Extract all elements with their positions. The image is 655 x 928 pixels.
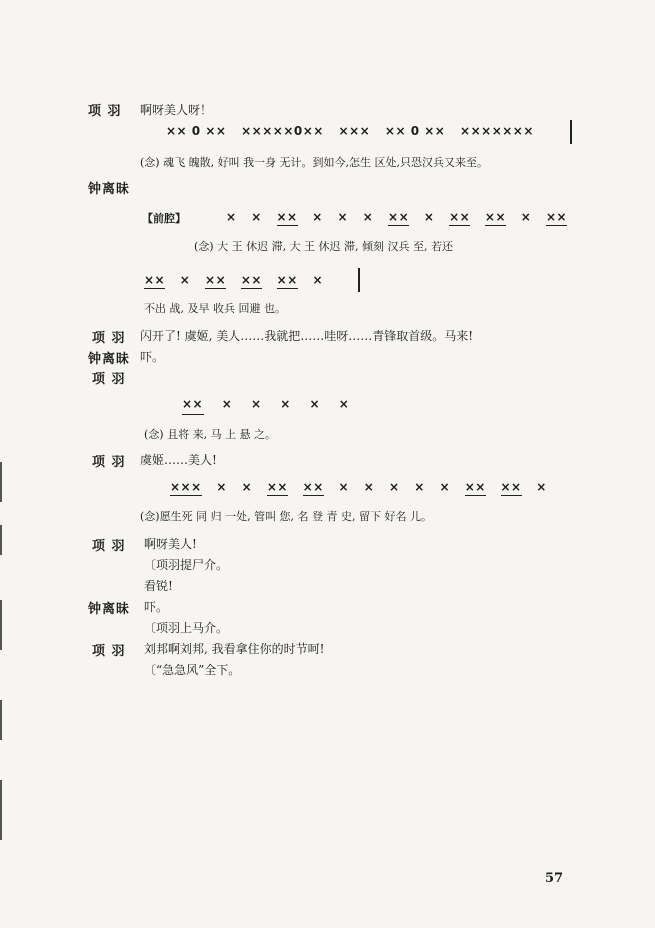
note-group: ×× — [500, 480, 522, 494]
note-group: × — [362, 210, 374, 224]
note-group: × — [536, 480, 547, 494]
speaker-label: 项 羽 — [92, 331, 126, 346]
note-group: × — [520, 210, 532, 224]
speaker-label: 钟离昧 — [88, 602, 131, 617]
note-group: ××××××× — [460, 124, 534, 138]
note-group: ×× — [449, 210, 471, 224]
scan-artifact — [0, 525, 2, 555]
rhythm-notation — [144, 273, 333, 289]
note-group: ×× — [276, 273, 298, 287]
note-group: × — [338, 397, 350, 411]
bar-line — [570, 120, 572, 144]
note-group: ×× — [182, 397, 204, 411]
stage-direction: 〔项羽上马介。 — [144, 621, 229, 635]
note-group: × — [251, 397, 262, 411]
dialogue-text: 吓。 — [144, 600, 169, 614]
dialogue-text: 虞姬……美人! — [140, 453, 217, 467]
note-group: × — [241, 480, 253, 494]
lyric-line: (念) 大 王 休迟 滞, 大 王 休迟 滞, 倾刻 汉兵 至, 若还 — [194, 240, 454, 253]
note-group: × — [423, 210, 435, 224]
note-group: × — [216, 480, 227, 494]
rhythm-notation — [166, 124, 544, 138]
note-group: ××× — [170, 480, 202, 494]
note-group: × — [312, 210, 323, 224]
section-label: 【前腔】 — [142, 212, 186, 225]
speaker-label: 钟离昧 — [88, 352, 131, 367]
scan-artifact — [0, 700, 2, 740]
scan-artifact — [0, 462, 2, 502]
note-group: ×× 0 ×× — [166, 124, 227, 138]
note-group: ××× — [338, 124, 371, 138]
dialogue-text: 看锐! — [144, 579, 173, 593]
note-group: × — [251, 210, 262, 224]
note-group: × — [388, 480, 400, 494]
slur-line — [182, 414, 204, 415]
speaker-label: 项 羽 — [88, 104, 122, 119]
speaker-label: 项 羽 — [92, 644, 126, 659]
note-group: × — [179, 273, 191, 287]
note-group: ×× — [266, 480, 288, 494]
note-group: ×× — [276, 210, 298, 224]
dialogue-text: 刘邦啊刘邦, 我看拿住你的时节呵! — [144, 642, 325, 656]
rhythm-notation — [226, 210, 577, 226]
lyric-line: 不出 战, 及早 收兵 回避 也。 — [144, 302, 286, 315]
note-group: × — [337, 210, 349, 224]
speaker-label: 项 羽 — [92, 372, 126, 387]
bar-line — [358, 268, 360, 292]
speaker-label: 钟离昧 — [88, 182, 131, 197]
lyric-line: (念) 且将 来, 马 上 悬 之。 — [144, 428, 277, 441]
dialogue-text: 吓。 — [140, 350, 165, 364]
note-group: × — [226, 210, 237, 224]
rhythm-notation — [182, 397, 363, 411]
scan-artifact — [0, 600, 2, 650]
note-group: × — [414, 480, 425, 494]
note-group: × — [221, 397, 233, 411]
dialogue-text: 啊呀美人! — [144, 537, 197, 551]
note-group: ×× 0 ×× — [384, 124, 446, 138]
rhythm-notation — [170, 480, 557, 496]
dialogue-text: 闪开了! 虞姬, 美人……我就把……哇呀……青锋取首级。马来! — [140, 329, 474, 343]
note-group: ×× — [205, 273, 227, 287]
page-number: 57 — [545, 871, 564, 886]
note-group: ×××××0×× — [241, 124, 324, 138]
note-group: ×× — [302, 480, 324, 494]
note-group: × — [312, 273, 323, 287]
note-group: ×× — [464, 480, 486, 494]
stage-direction: 〔项羽提尸介。 — [144, 558, 229, 572]
lyric-line: (念)愿生死 同 归 一处, 管叫 您, 名 登 青 史, 留下 好名 儿。 — [140, 510, 433, 523]
lyric-line: (念) 魂飞 魄散, 好叫 我一身 无计。到如今,怎生 区处,只恐汉兵又来至。 — [140, 156, 489, 169]
speaker-label: 项 羽 — [92, 539, 126, 554]
note-group: × — [309, 397, 321, 411]
note-group: ×× — [545, 210, 568, 224]
note-group: × — [439, 480, 451, 494]
scan-artifact — [0, 780, 2, 840]
note-group: × — [280, 397, 291, 411]
note-group: ×× — [388, 210, 410, 224]
note-group: ×× — [484, 210, 506, 224]
note-group: × — [363, 480, 375, 494]
note-group: ×× — [240, 273, 262, 287]
stage-direction: 〔“急急风”全下。 — [144, 663, 241, 677]
note-group: ×× — [144, 273, 166, 287]
speaker-label: 项 羽 — [92, 455, 126, 470]
note-group: × — [338, 480, 350, 494]
dialogue-text: 啊呀美人呀！ — [140, 103, 213, 117]
